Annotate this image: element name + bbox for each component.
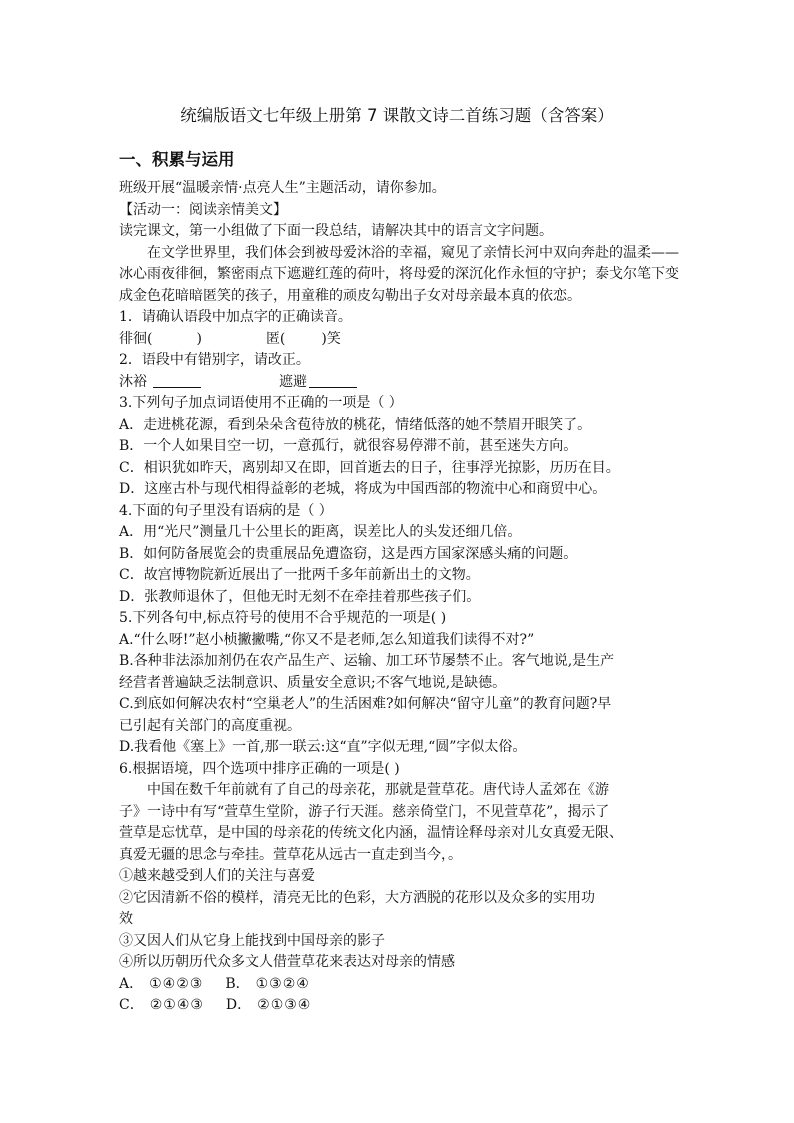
q2-blank-a[interactable] xyxy=(153,373,201,388)
q6-option-a: ①④②③ xyxy=(149,975,204,992)
q4-option: A．用“光尺”测量几十公里长的距离，误差比人的头发还细几倍。 xyxy=(119,524,522,540)
q5-option-b: B.各种非法添加剂仍在农产品生产、运输、加工环节屡禁不止。客气地说,是生产 xyxy=(119,653,615,669)
question-1-answers xyxy=(119,329,689,351)
q5-option-c: C.到底如何解决农村“空巢老人”的生活困难?如何解决“留守儿童”的教育问题?早 xyxy=(119,696,612,712)
q5-option-a: A.“什么呀!”赵小桢撇撇嘴,“你又不是老师,怎么知道我们读得不对?” xyxy=(119,631,535,648)
q6-item-cont: 效 xyxy=(119,911,133,927)
q6-option-a-label: A． xyxy=(119,975,144,992)
q6-options-row-1 xyxy=(119,974,689,996)
q1-item-a: 徘徊( xyxy=(119,330,153,347)
section-heading: 一、积累与运用 xyxy=(119,150,235,169)
q6-passage-line: 萱草是忘忧草，是中国的母亲花的传统文化内涵，温情诠释母亲对儿女真爱无限、 xyxy=(119,825,623,841)
question-4-stem: 4.下面的句子里没有语病的是（ ） xyxy=(119,502,333,519)
q2-blank-b[interactable] xyxy=(309,373,357,388)
q1-item-b-close: )笑 xyxy=(321,330,341,347)
q6-item: ③又因人们从它身上能找到中国母亲的影子 xyxy=(119,932,385,949)
q5-option-d: D.我看他《塞上》一首,那一联云:这“直”字似无理,“圆”字似太俗。 xyxy=(119,739,527,755)
q2-item-b: 遮避 xyxy=(279,373,307,390)
instruction: 读完课文，第一小组做了下面一段总结，请解决其中的语言文字问题。 xyxy=(119,223,553,239)
q6-option-d: ②①③④ xyxy=(257,997,312,1013)
q6-options-row-2 xyxy=(119,995,689,1017)
q3-option: B．一个人如果目空一切，一意孤行，就很容易停滞不前，甚至迷失方向。 xyxy=(119,438,578,454)
q6-option-d-label: D． xyxy=(225,997,252,1013)
q5-option-c-cont: 已引起有关部门的高度重视。 xyxy=(119,717,301,734)
question-2-stem: 2．语段中有错别字，请改正。 xyxy=(119,352,310,368)
q6-option-b-label: B． xyxy=(225,975,250,992)
activity-intro: 班级开展“温暖亲情·点亮人生”主题活动，请你参加。 xyxy=(119,180,446,196)
q4-option: B．如何防备展览会的贵重展品免遭盗窃，这是西方国家深感头痛的问题。 xyxy=(119,545,578,562)
q6-option-b: ①③②④ xyxy=(255,975,310,992)
q6-passage-line: 真爱无疆的思念与牵挂。萱草花从远古一直走到当今，。 xyxy=(119,846,462,863)
question-1-stem: 1．请确认语段中加点字的正确读音。 xyxy=(119,309,352,325)
activity-title: 【活动一：阅读亲情美文】 xyxy=(119,201,287,218)
q3-option: C．相识犹如昨天，离别却又在即，回首逝去的日子，往事浮光掠影，历历在目。 xyxy=(119,459,620,476)
q2-item-a: 沐裕 xyxy=(119,373,147,390)
q3-option: A．走进桃花源，看到朵朵含苞待放的桃花，情绪低落的她不禁眉开眼笑了。 xyxy=(119,416,592,433)
q6-passage-line: 中国在数千年前就有了自己的母亲花，那就是萱草花。唐代诗人孟郊在《游 xyxy=(147,782,609,798)
q6-item: ②它因清新不俗的模样，清亮无比的色彩，大方洒脱的花形以及众多的实用功 xyxy=(119,889,595,906)
q6-item: ①越来越受到人们的关注与喜爱 xyxy=(119,868,315,884)
document-title: 统编版语文七年级上册第 7 课散文诗二首练习题（含答案） xyxy=(180,106,614,125)
reading-passage: 在文学世界里，我们体会到被母爱沐浴的幸福，窥见了亲情长河中双向奔赴的温柔——冰心雨夜徘徊，繁密雨点下遮避红莲的荷叶，将母爱的深沉化作永恒的守护；泰戈尔笔下变成金色花暗暗匿笑的孩子，用童稚的顽皮勾勒出子女对母亲最本真的依恋。 xyxy=(119,244,679,304)
question-6-stem: 6.根据语境，四个选项中排序正确的一项是( ) xyxy=(119,760,400,777)
q1-item-a-close: ) xyxy=(196,330,202,347)
q6-option-c-label: C． xyxy=(119,997,144,1013)
q6-option-c: ②①④③ xyxy=(149,997,204,1013)
q1-item-b: 匿( xyxy=(265,330,286,347)
question-5-stem: 5.下列各句中,标点符号的使用不合乎规范的一项是( ) xyxy=(119,610,447,626)
document-body xyxy=(119,178,689,1017)
q6-item: ④所以历朝历代众多文人借萱草花来表达对母亲的情感 xyxy=(119,954,455,970)
q4-option: C．故宫博物院新近展出了一批两千多年前新出土的文物。 xyxy=(119,567,480,583)
question-3-stem: 3.下列句子加点词语使用不正确的一项是（ ） xyxy=(119,395,403,411)
question-2-answers xyxy=(119,372,689,394)
q3-option: D．这座古朴与现代相得益彰的老城，将成为中国西部的物流中心和商贸中心。 xyxy=(119,481,607,497)
q4-option: D．张教师退休了，但他无时无刻不在牵挂着那些孩子们。 xyxy=(119,588,481,605)
q5-option-b-cont: 经营者普遍缺乏法制意识、质量安全意识;不客气地说,是缺德。 xyxy=(119,674,507,691)
q6-passage-line: 子》一诗中有写“萱草生堂阶，游子行天涯。慈亲倚堂门，不见萱草花”，揭示了 xyxy=(119,803,610,820)
